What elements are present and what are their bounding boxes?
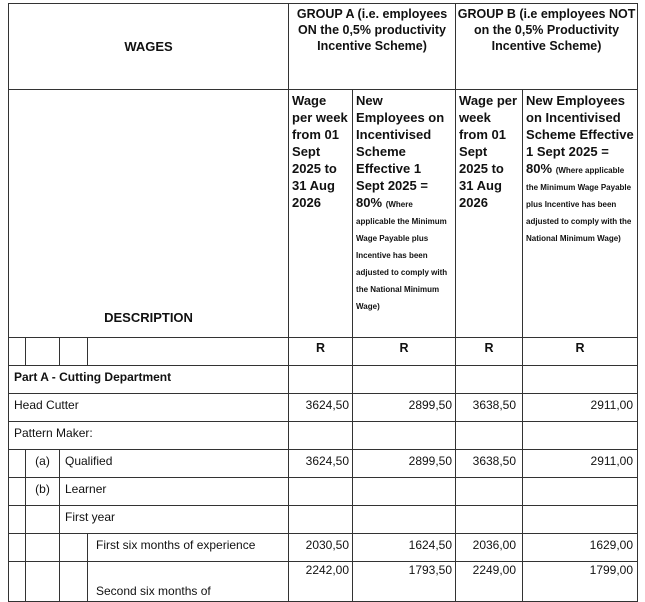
group-a-heading: GROUP A (i.e. employees ON the 0,5% productivity Incentive Scheme) xyxy=(289,4,456,90)
table-row xyxy=(9,450,638,478)
cell-a-new: 1624,50 xyxy=(353,534,456,562)
group-b-new-note: (Where applicable the Minimum Wage Payable plus Incentive has been adjusted to comply with the National Minimum Wage) xyxy=(526,166,632,243)
currency-a-wage: R xyxy=(289,338,353,366)
currency-a-new: R xyxy=(353,338,456,366)
cell-a-wage: 3624,50 xyxy=(289,450,353,478)
cell-b-wage: 3638,50 xyxy=(456,394,523,422)
cell-a-new: 1793,50 xyxy=(353,562,456,602)
cell-b-new: 1799,00 xyxy=(523,562,638,602)
cell-a-wage: 2030,50 xyxy=(289,534,353,562)
cell-a-wage: 3624,50 xyxy=(289,394,353,422)
row-label: Pattern Maker: xyxy=(9,422,289,450)
cell-b-wage: 3638,50 xyxy=(456,450,523,478)
cell-a-new: 2899,50 xyxy=(353,450,456,478)
table-row xyxy=(9,422,638,450)
group-a-wage-heading: Wage per week from 01 Sept 2025 to 31 Aug 2026 xyxy=(289,90,353,338)
row-label: Qualified xyxy=(60,450,289,478)
row-label: Second six months of xyxy=(88,562,289,602)
table-row xyxy=(9,562,638,602)
cell-b-wage: 2249,00 xyxy=(456,562,523,602)
section-title: Part A - Cutting Department xyxy=(9,366,289,394)
group-a-new-main: New Employees on Incentivised Scheme Effective 1 Sept 2025 = 80% xyxy=(356,93,445,210)
group-a-new-heading xyxy=(353,90,456,338)
table-row xyxy=(9,394,638,422)
currency-b-new: R xyxy=(523,338,638,366)
currency-row xyxy=(9,338,638,366)
row-label: First year xyxy=(60,506,289,534)
cell-b-new: 2911,00 xyxy=(523,394,638,422)
wage-table-page xyxy=(8,3,637,598)
group-b-new-heading xyxy=(523,90,638,338)
group-a-new-note: (Where applicable the Minimum Wage Payable plus Incentive has been adjusted to comply with the National Minimum Wage) xyxy=(356,200,448,311)
table-row xyxy=(9,506,638,534)
row-label: First six months of experience xyxy=(88,534,289,562)
wages-heading: WAGES xyxy=(9,4,289,90)
row-marker: (a) xyxy=(26,450,60,478)
cell-b-wage: 2036,00 xyxy=(456,534,523,562)
section-row xyxy=(9,366,638,394)
row-marker: (b) xyxy=(26,478,60,506)
group-b-heading: GROUP B (i.e employees NOT on the 0,5% Productivity Incentive Scheme) xyxy=(456,4,638,90)
table-row xyxy=(9,534,638,562)
cell-b-new: 2911,00 xyxy=(523,450,638,478)
header-row-2 xyxy=(9,90,638,338)
row-label: Learner xyxy=(60,478,289,506)
description-heading: DESCRIPTION xyxy=(9,90,289,338)
cell-a-new: 2899,50 xyxy=(353,394,456,422)
row-label: Head Cutter xyxy=(9,394,289,422)
group-b-wage-heading: Wage per week from 01 Sept 2025 to 31 Aug 2026 xyxy=(456,90,523,338)
wage-table xyxy=(8,3,638,602)
cell-a-wage: 2242,00 xyxy=(289,562,353,602)
header-row-1 xyxy=(9,4,638,90)
table-row xyxy=(9,478,638,506)
cell-b-new: 1629,00 xyxy=(523,534,638,562)
currency-b-wage: R xyxy=(456,338,523,366)
group-b-new-main: New Employees on Incentivised Scheme Effective 1 Sept 2025 = 80% xyxy=(526,93,634,176)
